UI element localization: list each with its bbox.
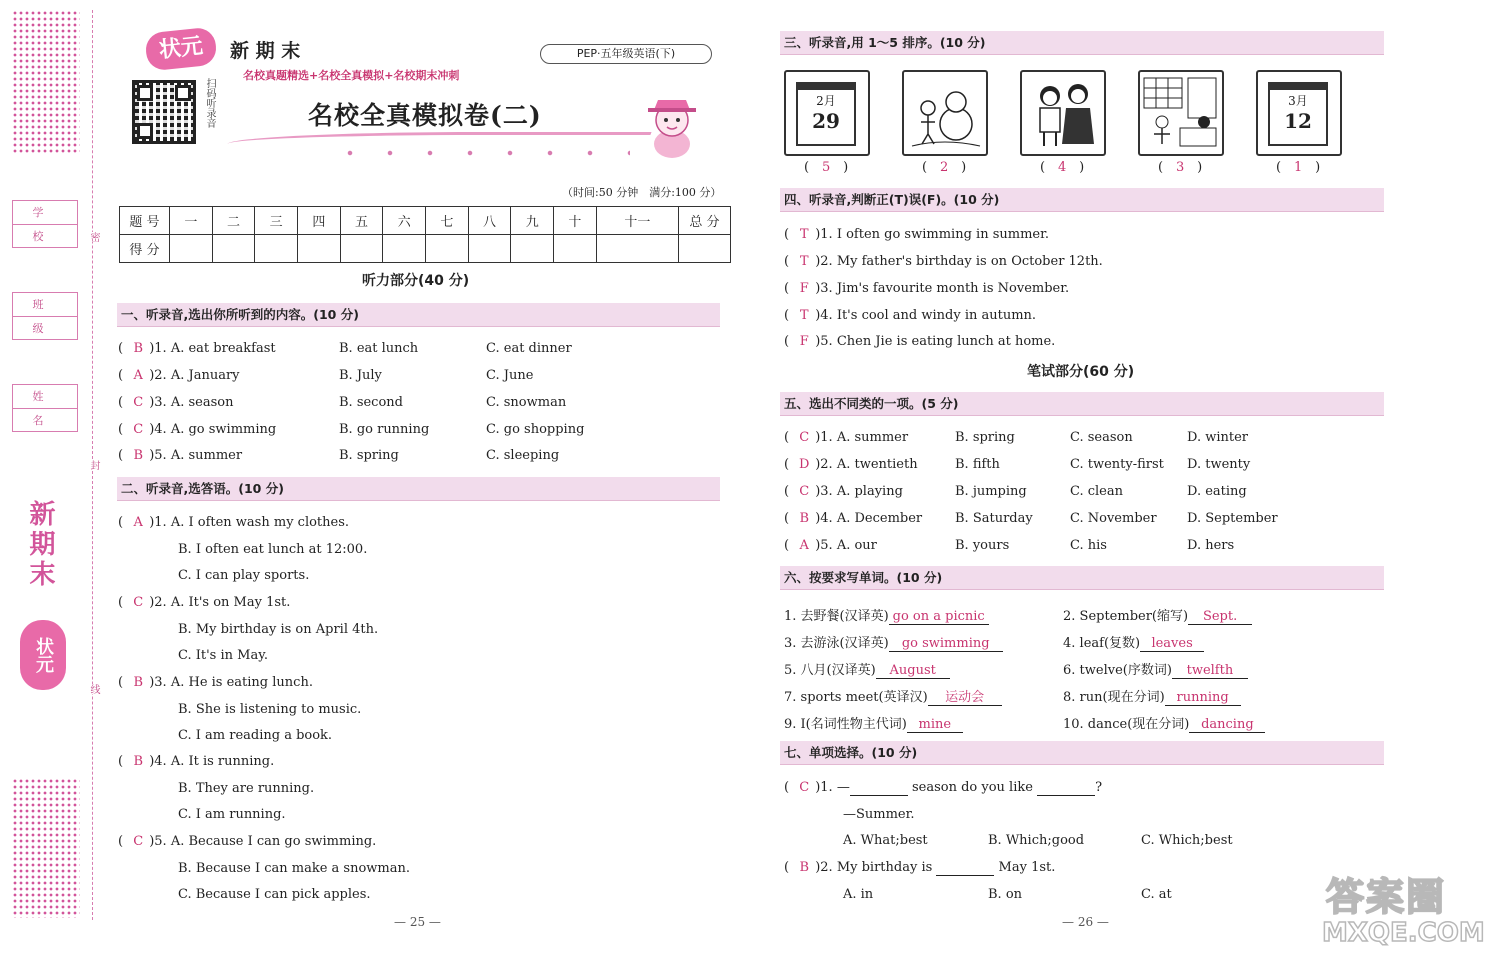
sec5-item: ( A )5. A. our: [784, 538, 877, 553]
mascot-image: [640, 92, 704, 160]
word-item: 3. 去游泳(汉译英) go swimming: [784, 632, 1003, 652]
title-swoosh-dots: [330, 150, 630, 156]
exam-meta: （时间:50 分钟 满分:100 分）: [562, 186, 722, 199]
option-b: B. Saturday: [955, 511, 1033, 526]
option-b: B. I often eat lunch at 12:00.: [178, 542, 368, 557]
option-d: D. winter: [1187, 430, 1249, 445]
score-cell[interactable]: [511, 235, 554, 263]
section1-title: 一、听录音,选出你所听到的内容。(10 分): [117, 303, 720, 327]
option-c: C. go shopping: [486, 422, 585, 437]
brand-logo: 状元: [144, 26, 218, 71]
score-header-cell: 八: [468, 207, 511, 235]
sec5-item: ( C )1. A. summer: [784, 430, 909, 445]
name-field: 姓 名: [12, 384, 78, 432]
score-cell[interactable]: [554, 235, 597, 263]
option-d: D. twenty: [1187, 457, 1251, 472]
picture-family: [1020, 70, 1106, 156]
word-item: 1. 去野餐(汉译英) go on a picnic: [784, 605, 989, 625]
order-answer: ( 3 ): [1158, 160, 1203, 175]
score-header-cell: 四: [298, 207, 341, 235]
sec2-item: ( B )4. A. It is running.: [118, 754, 275, 769]
option-b: B. spring: [955, 430, 1015, 445]
page-number-right: — 26 —: [1062, 915, 1109, 929]
score-cell[interactable]: [468, 235, 511, 263]
decor-dots-top: [12, 10, 80, 154]
score-header-cell: 九: [511, 207, 554, 235]
order-answer: ( 4 ): [1040, 160, 1085, 175]
score-header-cell: 十一: [596, 207, 678, 235]
school-field: 学 校: [12, 200, 78, 248]
brand-logo-side: 状元: [20, 620, 66, 690]
qr-caption: 扫码听录音: [204, 78, 215, 128]
order-answer: ( 5 ): [804, 160, 849, 175]
option-c: C. Because I can pick apples.: [178, 887, 371, 902]
tf-item: ( T )1. I often go swimming in summer.: [784, 227, 1050, 242]
section2-title: 二、听录音,选答语。(10 分): [117, 477, 720, 501]
listening-title: 听力部分(40 分): [362, 273, 470, 289]
seal-mi: 密: [88, 232, 99, 242]
page-number-left: — 25 —: [394, 915, 441, 929]
series-name: 新 期 末: [230, 40, 301, 62]
tf-item: ( T )2. My father's birthday is on October 12th.: [784, 254, 1103, 269]
seal-xian: 线: [88, 684, 99, 694]
word-item: 2. September(缩写) Sept.: [1063, 605, 1252, 625]
score-cell[interactable]: [212, 235, 255, 263]
word-item: 10. dance(现在分词) dancing: [1063, 713, 1265, 733]
score-header-cell: 一: [170, 207, 213, 235]
sec1-item: ( B )5. A. summer: [118, 448, 243, 463]
option-c: C. clean: [1070, 484, 1124, 499]
subject-tag: PEP·五年级英语(下): [540, 44, 712, 64]
order-answer: ( 1 ): [1276, 160, 1321, 175]
tf-item: ( F )5. Chen Jie is eating lunch at home.: [784, 334, 1056, 349]
option-b: B. eat lunch: [339, 341, 419, 356]
word-item: 8. run(现在分词) running: [1063, 686, 1241, 706]
option-d: D. hers: [1187, 538, 1235, 553]
sec1-item: ( B )1. A. eat breakfast: [118, 341, 276, 356]
section7-title: 七、单项选择。(10 分): [780, 741, 1384, 765]
section3-title: 三、听录音,用 1～5 排序。(10 分): [780, 31, 1384, 55]
option-c: C. Which;best: [1141, 833, 1233, 848]
sec5-item: ( D )2. A. twentieth: [784, 457, 918, 472]
score-header-cell: 六: [383, 207, 426, 235]
score-cell[interactable]: [383, 235, 426, 263]
option-a: A. in: [843, 887, 874, 902]
option-b: B. spring: [339, 448, 399, 463]
score-cell[interactable]: [426, 235, 469, 263]
option-b: B. My birthday is on April 4th.: [178, 622, 379, 637]
score-cell[interactable]: [170, 235, 213, 263]
option-c: C. sleeping: [486, 448, 560, 463]
score-header-cell: 三: [255, 207, 298, 235]
score-cell[interactable]: [340, 235, 383, 263]
tf-item: ( T )4. It's cool and windy in autumn.: [784, 308, 1037, 323]
watermark-logo: 答案圈: [1326, 875, 1447, 919]
mc-item-1: ( C )1. — season do you like ?: [784, 780, 1103, 795]
mc-reply: —Summer.: [843, 807, 915, 822]
word-item: 7. sports meet(英译汉) 运动会: [784, 686, 1002, 706]
option-b: B. yours: [955, 538, 1010, 553]
score-header-cell: 十: [554, 207, 597, 235]
sec1-item: ( C )3. A. season: [118, 395, 234, 410]
watermark-url: MXQE.COM: [1322, 918, 1485, 948]
option-b: B. fifth: [955, 457, 1000, 472]
option-b: B. Because I can make a snowman.: [178, 861, 411, 876]
option-c: C. his: [1070, 538, 1107, 553]
slogan: 名校真题精选+名校全真模拟+名校期末冲刺: [243, 69, 460, 82]
tf-item: ( F )3. Jim's favourite month is November.: [784, 281, 1070, 296]
option-c: C. It's in May.: [178, 648, 268, 663]
option-c: C. snowman: [486, 395, 567, 410]
decor-dots-bottom: [12, 778, 80, 918]
option-c: C. I can play sports.: [178, 568, 310, 583]
option-b: B. second: [339, 395, 403, 410]
brand-vertical: 新期末: [25, 500, 55, 590]
section4-title: 四、听录音,判断正(T)误(F)。(10 分): [780, 188, 1384, 212]
option-d: D. eating: [1187, 484, 1247, 499]
picture-snowman: [902, 70, 988, 156]
option-d: D. September: [1187, 511, 1278, 526]
qr-code[interactable]: [132, 80, 196, 144]
word-item: 5. 八月(汉译英) August: [784, 659, 950, 679]
exam-title: 名校全真模拟卷(二): [308, 101, 542, 130]
score-header-cell: 七: [426, 207, 469, 235]
option-c: C. season: [1070, 430, 1133, 445]
seal-feng: 封: [88, 460, 99, 470]
sec1-item: ( A )2. A. January: [118, 368, 240, 383]
option-c: C. I am reading a book.: [178, 728, 333, 743]
picture-room: [1138, 70, 1224, 156]
sec5-item: ( B )4. A. December: [784, 511, 923, 526]
sec5-item: ( C )3. A. playing: [784, 484, 903, 499]
section5-title: 五、选出不同类的一项。(5 分): [780, 392, 1384, 416]
score-header-cell: 二: [212, 207, 255, 235]
class-field: 班 级: [12, 292, 78, 340]
option-c: C. eat dinner: [486, 341, 572, 356]
written-title: 笔试部分(60 分): [1027, 364, 1135, 380]
score-cell[interactable]: [298, 235, 341, 263]
score-row-label: 得 分: [120, 235, 170, 263]
sec2-item: ( C )2. A. It's on May 1st.: [118, 595, 291, 610]
word-item: 9. I(名词性物主代词) mine: [784, 713, 963, 733]
score-header-cell: 总 分: [679, 207, 731, 235]
sec2-item: ( C )5. A. Because I can go swimming.: [118, 834, 377, 849]
score-table: [119, 206, 731, 263]
title-swoosh: [224, 132, 651, 152]
score-cell[interactable]: [679, 235, 731, 263]
word-item: 6. twelve(序数词) twelfth: [1063, 659, 1248, 679]
mc-item-2: ( B )2. My birthday is May 1st.: [784, 860, 1056, 875]
order-answer: ( 2 ): [922, 160, 967, 175]
option-c: C. June: [486, 368, 534, 383]
picture-calendar-mar: 3月 12: [1256, 70, 1342, 156]
option-b: B. jumping: [955, 484, 1027, 499]
picture-calendar-feb: 2月 29: [784, 70, 870, 156]
score-cell[interactable]: [596, 235, 678, 263]
score-header-cell: 五: [340, 207, 383, 235]
option-b: B. on: [988, 887, 1023, 902]
option-a: A. What;best: [843, 833, 928, 848]
option-c: C. twenty-first: [1070, 457, 1164, 472]
sec2-item: ( B )3. A. He is eating lunch.: [118, 675, 313, 690]
score-header-cell: 题 号: [120, 207, 170, 235]
option-b: B. July: [339, 368, 382, 383]
option-b: B. Which;good: [988, 833, 1085, 848]
sec1-item: ( C )4. A. go swimming: [118, 422, 277, 437]
option-c: C. at: [1141, 887, 1172, 902]
score-cell[interactable]: [255, 235, 298, 263]
option-c: C. I am running.: [178, 807, 286, 822]
section6-title: 六、按要求写单词。(10 分): [780, 566, 1384, 590]
option-b: B. go running: [339, 422, 430, 437]
option-b: B. They are running.: [178, 781, 315, 796]
sec2-item: ( A )1. A. I often wash my clothes.: [118, 515, 350, 530]
word-item: 4. leaf(复数) leaves: [1063, 632, 1204, 652]
option-c: C. November: [1070, 511, 1157, 526]
option-b: B. She is listening to music.: [178, 702, 362, 717]
